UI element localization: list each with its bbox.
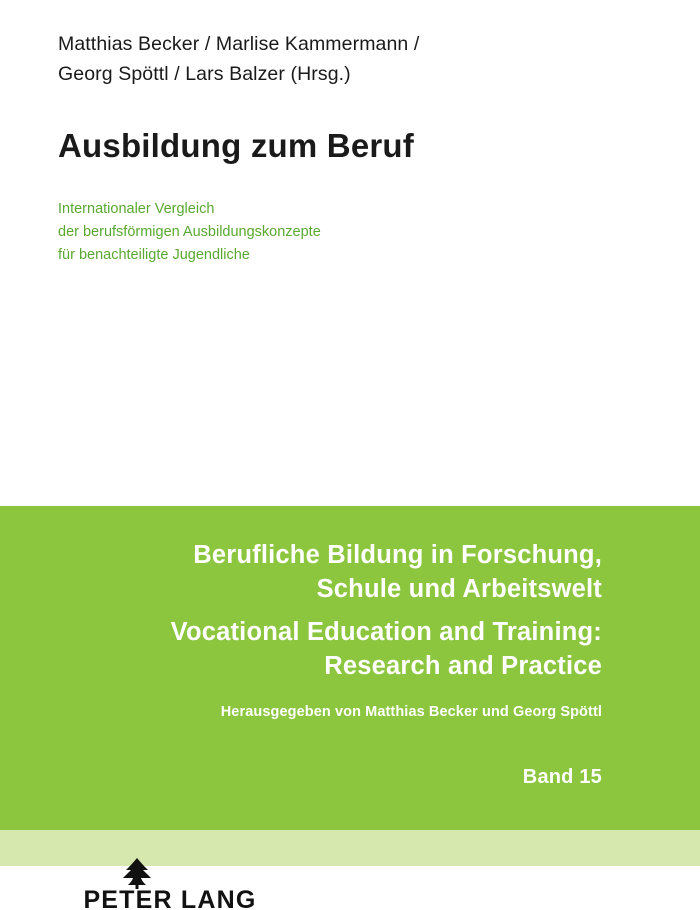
series-edited-by: Herausgegeben von Matthias Becker und Georg Spöttl: [220, 704, 602, 720]
volume-number: Band 15: [522, 766, 602, 788]
editors-block: [58, 30, 488, 89]
editors-line-1: Matthias Becker / Marlise Kammermann /: [58, 33, 420, 55]
publisher-footer: [0, 866, 700, 910]
publisher-block: [55, 866, 285, 910]
series-title-german: [62, 539, 602, 606]
series-title-german-line-1: Berufliche Bildung in Forschung,: [193, 541, 602, 569]
pale-accent-band: [0, 830, 700, 866]
series-title-german-line-2: Schule und Arbeitswelt: [316, 574, 602, 603]
series-title-english: [42, 616, 602, 683]
publisher-name: PETER LANG: [83, 886, 257, 910]
subtitle-line-2: der berufsförmigen Ausbildungskonzepte: [58, 223, 321, 240]
series-title-english-line-2: Research and Practice: [324, 651, 602, 680]
editors-line-2: Georg Spöttl / Lars Balzer (Hrsg.): [58, 62, 351, 85]
tree-logo-icon: [117, 856, 157, 890]
book-title: Ausbildung zum Beruf: [58, 127, 414, 164]
subtitle-line-1: Internationaler Vergleich: [58, 201, 215, 217]
subtitle-line-3: für benachteiligte Jugendliche: [58, 246, 250, 263]
series-title-english-line-1: Vocational Education and Training:: [170, 618, 602, 646]
book-subtitle: [58, 198, 538, 267]
series-band: [0, 506, 700, 830]
